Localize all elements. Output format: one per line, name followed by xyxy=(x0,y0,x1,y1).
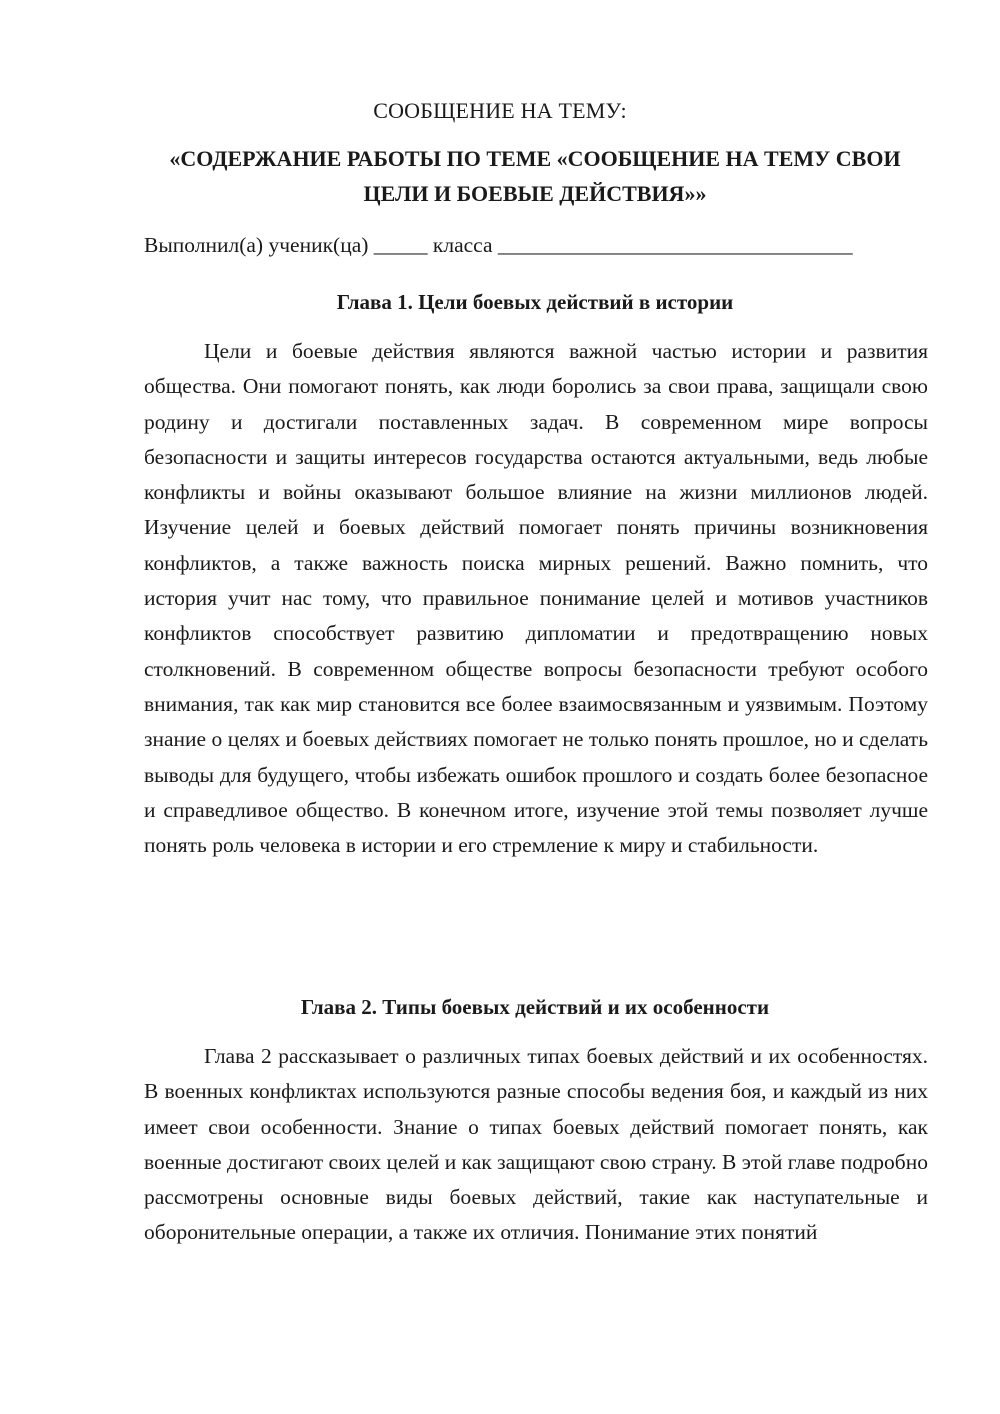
document-title: «СОДЕРЖАНИЕ РАБОТЫ ПО ТЕМЕ «СООБЩЕНИЕ НА ТЕМУ СВОИ ЦЕЛИ И БОЕВЫЕ ДЕЙСТВИЯ»» xyxy=(169,146,901,206)
document-subject-line: СООБЩЕНИЕ НА ТЕМУ: xyxy=(373,98,627,123)
author-line: Выполнил(а) ученик(ца) _____ класса _________________________________ xyxy=(144,233,853,257)
chapter-1-paragraph: Цели и боевые действия являются важной частью истории и развития общества. Они помогают понять, как люди боролись за свои права, защищали свою родину и достигали поставленных задач. В современном мире вопросы безопасности и защиты интересов государства остаются актуальными, ведь любые конфликты и войны оказывают большое влияние на жизни миллионов людей. Изучение целей и боевых действий помогает понять причины возникновения конфликтов, а также важность поиска мирных решений. Важно помнить, что история учит нас тому, что правильное понимание целей и мотивов участников конфликтов способствует развитию дипломатии и предотвращению новых столкновений. В современном обществе вопросы безопасности требуют особого внимания, так как мир становится все более взаимосвязанным и уязвимым. Поэтому знание о целях и боевых действиях помогает не только понять прошлое, но и сделать выводы для будущего, чтобы избежать ошибок прошлого и создать более безопасное и справедливое общество. В конечном итоге, изучение этой темы позволяет лучше понять роль человека в истории и его стремление к миру и стабильности. xyxy=(144,339,928,858)
chapter-1-heading: Глава 1. Цели боевых действий в истории xyxy=(336,290,734,314)
chapter-2-paragraph: Глава 2 рассказывает о различных типах боевых действий и их особенностях. В военных конфликтах используются разные способы ведения боя, и каждый из них имеет свои особенности. Знание о типах боевых действий помогает понять, как военные достигают своих целей и как защищают свою страну. В этой главе подробно рассмотрены основные виды боевых действий, такие как наступательные и оборонительные операции, а также их отличия. Понимание этих понятий xyxy=(144,1044,928,1245)
chapter-2-heading: Глава 2. Типы боевых действий и их особенности xyxy=(300,995,770,1019)
